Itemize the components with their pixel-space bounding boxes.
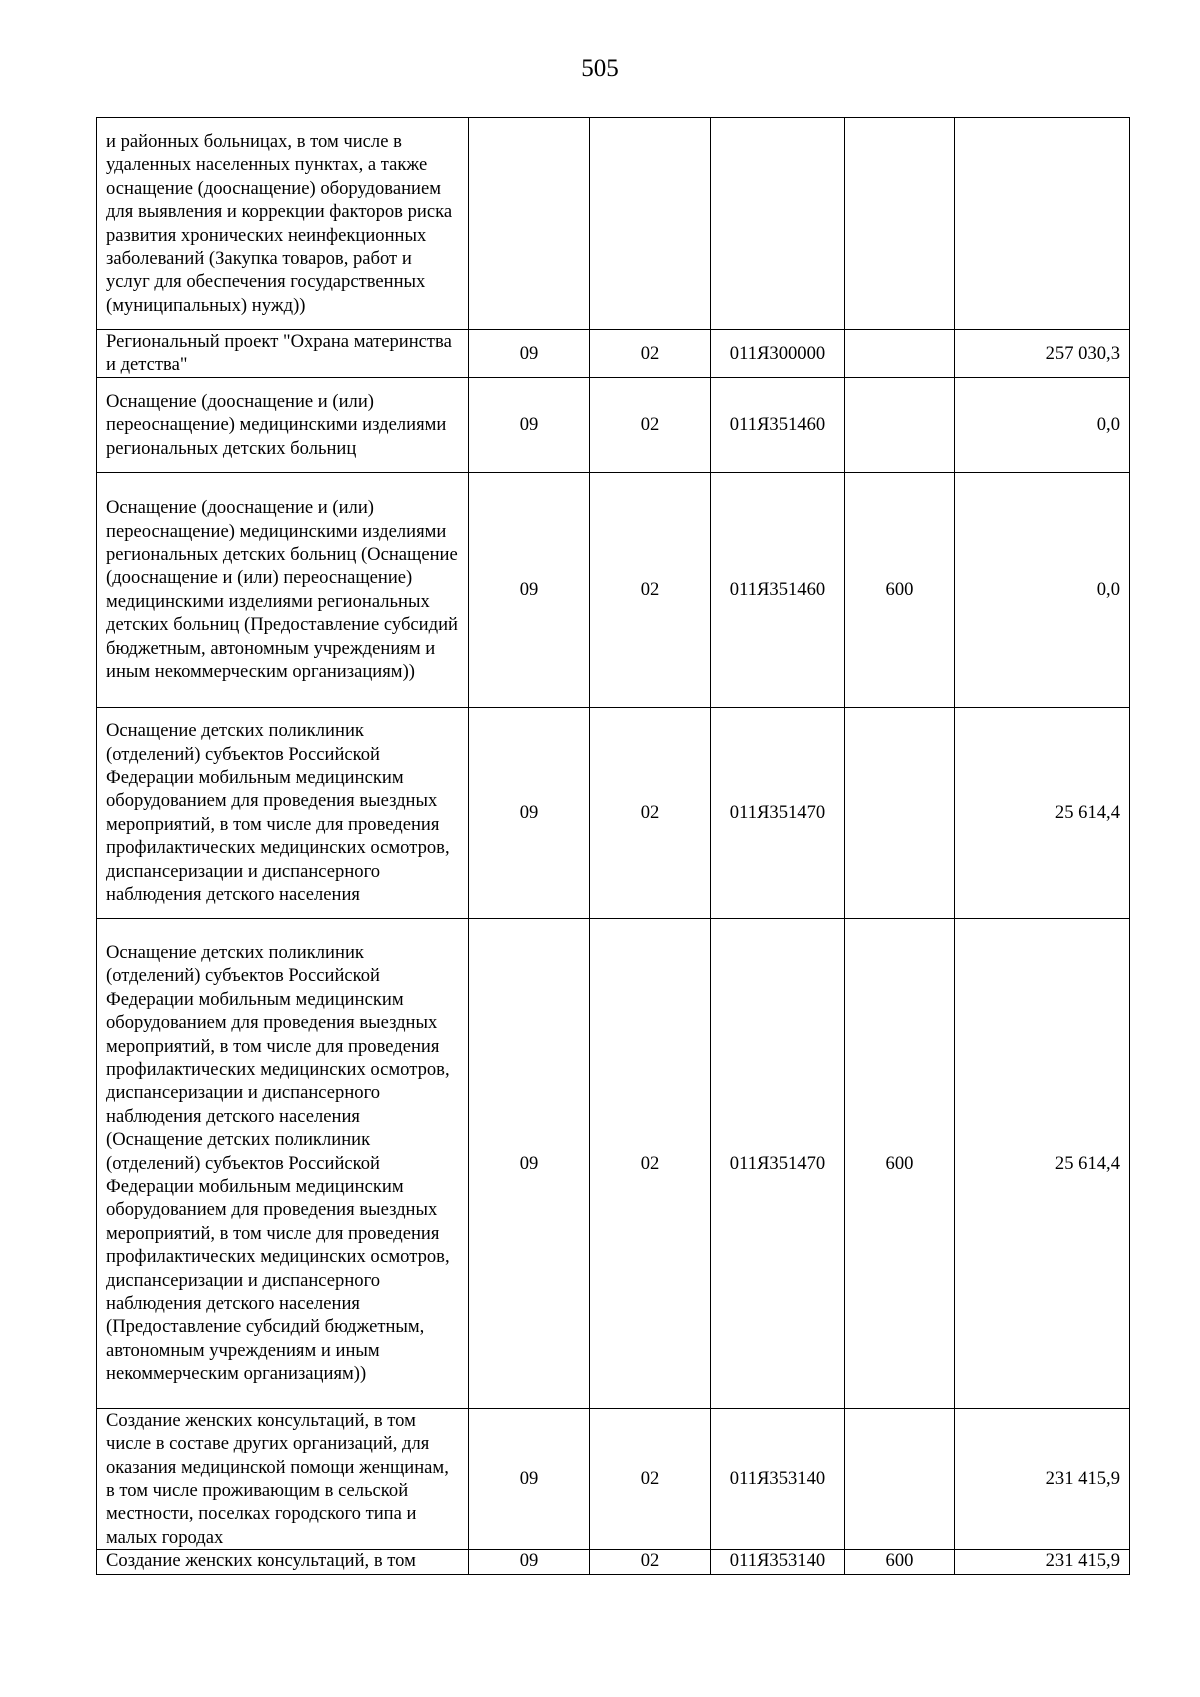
table-row xyxy=(97,707,1130,918)
expense-type-cell: 600 xyxy=(845,1550,955,1575)
table-row xyxy=(97,330,1130,378)
expense-type-cell xyxy=(845,707,955,918)
amount-cell: 0,0 xyxy=(955,377,1130,472)
target-code-cell: 011Я353140 xyxy=(711,1408,845,1549)
section-cell: 09 xyxy=(469,1408,590,1549)
expense-type-cell xyxy=(845,1408,955,1549)
subsection-cell: 02 xyxy=(590,472,711,707)
target-code-cell: 011Я353140 xyxy=(711,1550,845,1575)
section-cell: 09 xyxy=(469,1550,590,1575)
item-name-cell: Оснащение (дооснащение и (или) переоснащение) медицинскими изделиями региональных детских больниц (Оснащение (дооснащение и (или) переоснащение) медицинскими изделиями региональных детских больниц (Предоставление субсидий бюджетным, автономным учреждениям и иным некоммерческим организациям)) xyxy=(97,472,469,707)
item-name-cell: Оснащение (дооснащение и (или) переоснащение) медицинскими изделиями региональных детских больниц xyxy=(97,377,469,472)
page-number: 505 xyxy=(581,55,619,82)
item-name-cell: Оснащение детских поликлиник (отделений) субъектов Российской Федерации мобильным медицинским оборудованием для проведения выездных мероприятий, в том числе для проведения профилактических медицинских осмотров, диспансеризации и диспансерного наблюдения детского населения (Оснащение детских поликлиник (отделений) субъектов Российской Федерации мобильным медицинским оборудованием для проведения выездных мероприятий, в том числе для проведения профилактических медицинских осмотров, диспансеризации и диспансерного наблюдения детского населения (Предоставление субсидий бюджетным, автономным учреждениям и иным некоммерческим организациям)) xyxy=(97,918,469,1408)
subsection-cell: 02 xyxy=(590,377,711,472)
amount-cell: 231 415,9 xyxy=(955,1408,1130,1549)
item-name-cell: Оснащение детских поликлиник (отделений) субъектов Российской Федерации мобильным медицинским оборудованием для проведения выездных мероприятий, в том числе для проведения профилактических медицинских осмотров, диспансеризации и диспансерного наблюдения детского населения xyxy=(97,707,469,918)
item-name-cell: Региональный проект "Охрана материнства и детства" xyxy=(97,330,469,378)
target-code-cell: 011Я300000 xyxy=(711,330,845,378)
section-cell: 09 xyxy=(469,918,590,1408)
subsection-cell: 02 xyxy=(590,707,711,918)
target-code-cell: 011Я351460 xyxy=(711,472,845,707)
section-cell: 09 xyxy=(469,707,590,918)
expense-type-cell xyxy=(845,330,955,378)
table-row xyxy=(97,472,1130,707)
target-code-cell: 011Я351460 xyxy=(711,377,845,472)
section-cell: 09 xyxy=(469,472,590,707)
item-name-cell: Создание женских консультаций, в том xyxy=(97,1550,469,1575)
table-row xyxy=(97,1408,1130,1549)
target-code-cell: 011Я351470 xyxy=(711,707,845,918)
subsection-cell xyxy=(590,118,711,330)
amount-cell: 25 614,4 xyxy=(955,707,1130,918)
expense-type-cell xyxy=(845,118,955,330)
amount-cell: 257 030,3 xyxy=(955,330,1130,378)
subsection-cell: 02 xyxy=(590,1408,711,1549)
section-cell: 09 xyxy=(469,330,590,378)
amount-cell: 231 415,9 xyxy=(955,1550,1130,1575)
expense-type-cell xyxy=(845,377,955,472)
subsection-cell: 02 xyxy=(590,330,711,378)
table-row xyxy=(97,918,1130,1408)
subsection-cell: 02 xyxy=(590,1550,711,1575)
expense-type-cell: 600 xyxy=(845,472,955,707)
subsection-cell: 02 xyxy=(590,918,711,1408)
budget-table xyxy=(96,117,1130,1575)
table-row xyxy=(97,118,1130,330)
target-code-cell: 011Я351470 xyxy=(711,918,845,1408)
amount-cell: 25 614,4 xyxy=(955,918,1130,1408)
item-name-cell: Создание женских консультаций, в том числе в составе других организаций, для оказания медицинской помощи женщинам, в том числе проживающим в сельской местности, поселках городского типа и малых городах xyxy=(97,1408,469,1549)
target-code-cell xyxy=(711,118,845,330)
item-name-cell: и районных больницах, в том числе в удаленных населенных пунктах, а также оснащение (дооснащение) оборудованием для выявления и коррекции факторов риска развития хронических неинфекционных заболеваний (Закупка товаров, работ и услуг для обеспечения государственных (муниципальных) нужд)) xyxy=(97,118,469,330)
section-cell: 09 xyxy=(469,377,590,472)
table-row xyxy=(97,377,1130,472)
table-row xyxy=(97,1550,1130,1575)
amount-cell xyxy=(955,118,1130,330)
amount-cell: 0,0 xyxy=(955,472,1130,707)
section-cell xyxy=(469,118,590,330)
expense-type-cell: 600 xyxy=(845,918,955,1408)
